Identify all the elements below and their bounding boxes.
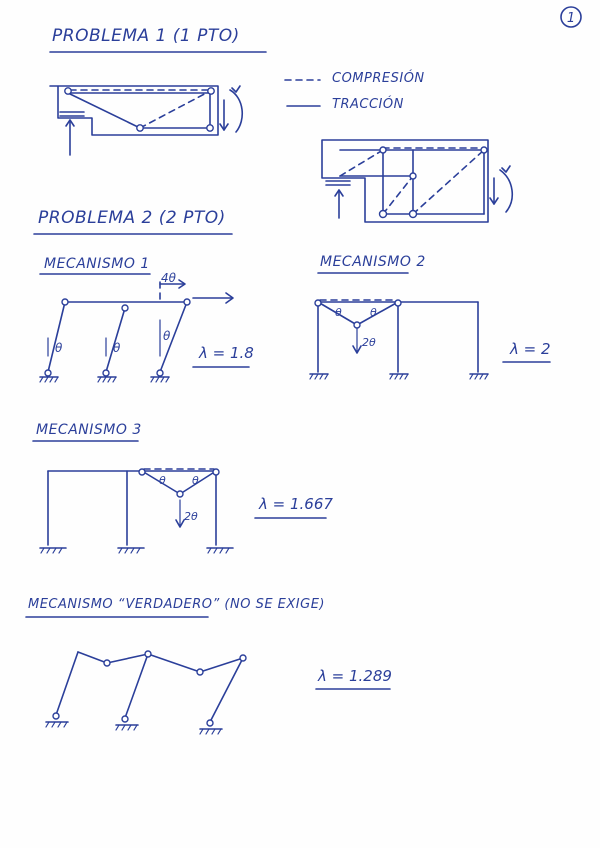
mech1-lambda: λ = 1.8: [199, 344, 254, 362]
legend-traction-label: TRACCIÓN: [332, 97, 404, 112]
legend-compression-label: COMPRESIÓN: [332, 71, 425, 86]
mech1-theta-2: θ: [113, 341, 121, 355]
legend: [285, 70, 425, 112]
mech2-disp-label: 2θ: [362, 336, 376, 349]
mech2-title: MECANISMO 2: [320, 254, 426, 270]
mechanism-3-diagram: [40, 469, 233, 553]
mech3-lambda: λ = 1.667: [259, 495, 333, 513]
mech3-disp-label: 2θ: [184, 510, 198, 523]
mech3-theta-right: θ: [192, 474, 199, 487]
mech2-lambda: λ = 2: [510, 340, 551, 358]
true-mechanism-diagram: [46, 651, 246, 734]
mech1-theta-3: θ: [163, 329, 171, 343]
mech3-theta-left: θ: [159, 474, 166, 487]
mech1-title: MECANISMO 1: [44, 256, 150, 272]
problem1-title: PROBLEMA 1 (1 PTO): [52, 26, 240, 46]
true-mech-title: MECANISMO “VERDADERO” (NO SE EXIGE): [28, 597, 325, 612]
mech2-theta-left: θ: [335, 306, 342, 319]
mech1-theta-1: θ: [55, 341, 63, 355]
problem2-title: PROBLEMA 2 (2 PTO): [38, 208, 226, 228]
true-mech-lambda: λ = 1.289: [318, 667, 392, 685]
mech2-theta-right: θ: [370, 306, 377, 319]
mech3-title: MECANISMO 3: [36, 422, 142, 438]
truss-2-diagram: [322, 140, 512, 222]
page-number: 1: [566, 11, 576, 26]
mech1-disp-label: 4θ: [161, 271, 176, 285]
truss-1-diagram: [50, 86, 242, 155]
